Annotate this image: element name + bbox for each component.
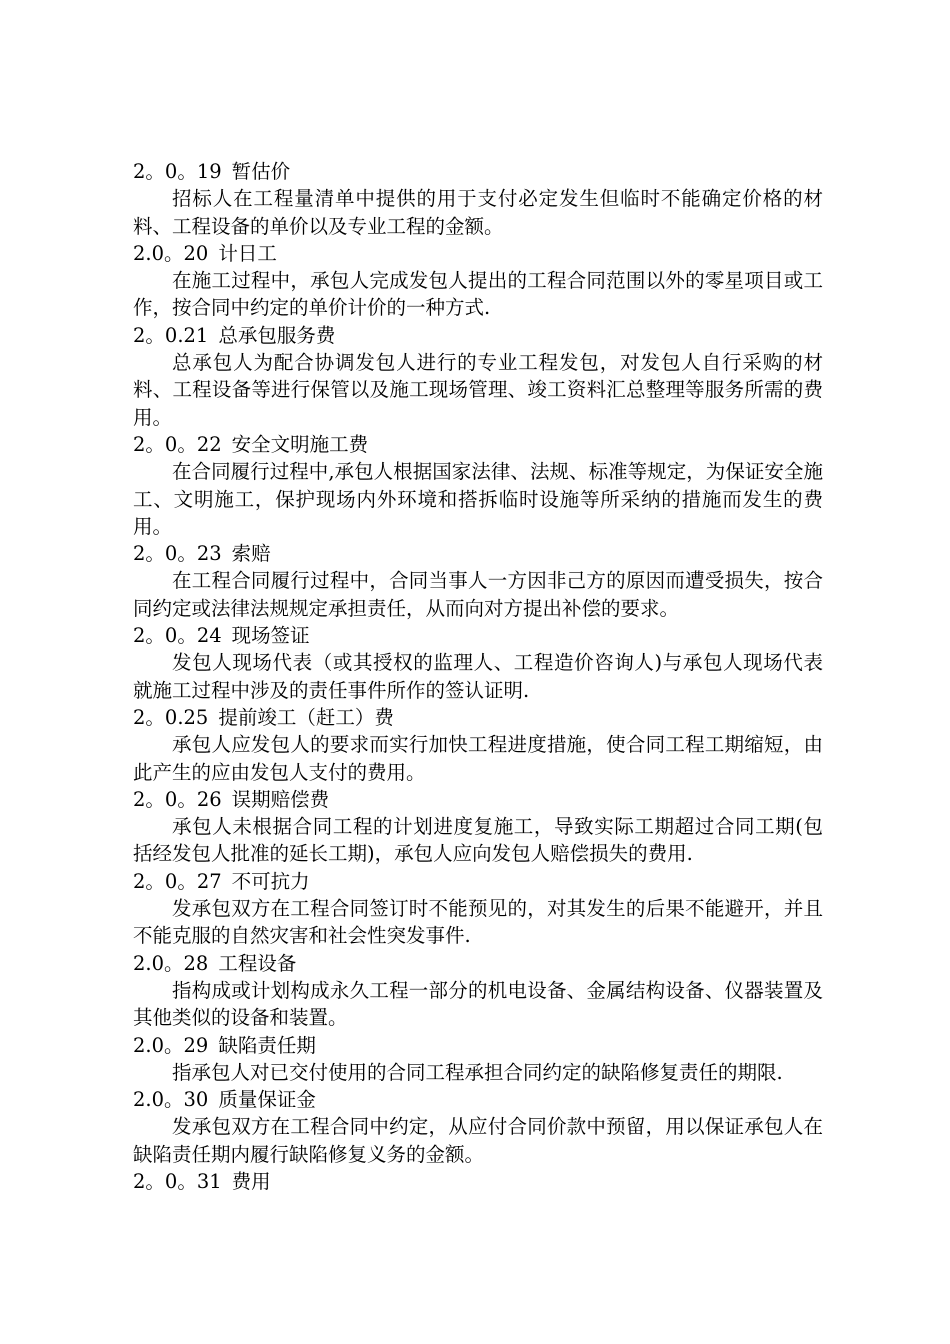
clause-number: 2.0。29	[133, 1033, 209, 1057]
clause-number: 2。0.21	[133, 323, 209, 347]
clause-term: 质量保证金	[218, 1088, 316, 1112]
clause-2-0-30	[133, 1086, 823, 1168]
clause-heading	[133, 1168, 823, 1195]
clause-term: 暂估价	[231, 160, 291, 183]
clause-heading	[133, 1032, 823, 1059]
clause-heading	[133, 950, 823, 977]
clause-definition: 发包人现场代表（或其授权的监理人、工程造价咨询人)与承包人现场代表就施工过程中涉及的责任事件所作的签认证明.	[133, 651, 823, 702]
clause-number: 2.0。28	[133, 951, 209, 975]
clause-heading	[133, 540, 823, 567]
clause-definition: 承包人未根据合同工程的计划进度复施工，导致实际工期超过合同工期(包括经发包人批准的延长工期)，承包人应向发包人赔偿损失的费用.	[133, 815, 823, 866]
clause-heading	[133, 1086, 823, 1113]
clause-2-0-21	[133, 322, 823, 431]
clause-2-0-31	[133, 1168, 823, 1195]
clause-2-0-28	[133, 950, 823, 1032]
clause-definition: 指构成或计划构成永久工程一部分的机电设备、金属结构设备、仪器装置及其他类似的设备和装置。	[133, 978, 823, 1030]
clause-heading	[133, 704, 823, 731]
clause-definition: 在施工过程中，承包人完成发包人提出的工程合同范围以外的零星项目或工作，按合同中约定的单价计价的一种方式.	[133, 269, 823, 320]
clause-2-0-20	[133, 240, 823, 322]
document-body	[133, 158, 823, 1195]
clause-term: 缺陷责任期	[218, 1033, 316, 1057]
clause-2-0-25	[133, 704, 823, 786]
clause-definition: 发承包双方在工程合同中约定，从应付合同价款中预留，用以保证承包人在缺陷责任期内履行缺陷修复义务的金额。	[133, 1115, 823, 1166]
clause-heading	[133, 431, 823, 458]
clause-2-0-27	[133, 868, 823, 950]
clause-2-0-22	[133, 431, 823, 540]
clause-definition: 招标人在工程量清单中提供的用于支付必定发生但临时不能确定价格的材料、工程设备的单价以及专业工程的金额。	[133, 187, 823, 238]
clause-number: 2。0。27	[133, 869, 222, 893]
clause-term: 提前竣工（赶工）费	[218, 705, 394, 729]
clause-term: 现场签证	[231, 624, 310, 648]
clause-number: 2.0。20	[133, 241, 209, 265]
clause-definition: 承包人应发包人的要求而实行加快工程进度措施，使合同工程工期缩短，由此产生的应由发包人支付的费用。	[133, 733, 823, 784]
clause-2-0-26	[133, 786, 823, 868]
clause-heading	[133, 868, 823, 895]
clause-term: 安全文明施工费	[231, 432, 369, 456]
clause-heading	[133, 240, 823, 267]
clause-heading	[133, 622, 823, 649]
clause-2-0-29	[133, 1032, 823, 1087]
clause-number: 2。0。23	[133, 542, 222, 566]
clause-number: 2。0。22	[133, 432, 222, 456]
clause-heading	[133, 158, 823, 185]
clause-number: 2。0。19	[133, 160, 222, 183]
clause-definition: 总承包人为配合协调发包人进行的专业工程发包，对发包人自行采购的材料、工程设备等进行保管以及施工现场管理、竣工资料汇总整理等服务所需的费用。	[133, 351, 823, 429]
clause-term: 索赔	[231, 542, 271, 566]
clause-term: 误期赔偿费	[231, 787, 330, 811]
clause-term: 费用	[231, 1169, 271, 1193]
clause-term: 工程设备	[218, 951, 297, 975]
clause-term: 总承包服务费	[218, 323, 336, 347]
clause-definition: 发承包双方在工程合同签订时不能预见的，对其发生的后果不能避开，并且不能克服的自然灾害和社会性突发事件.	[133, 897, 823, 948]
clause-definition: 在工程合同履行过程中，合同当事人一方因非己方的原因而遭受损失，按合同约定或法律法规规定承担责任，从而向对方提出补偿的要求。	[133, 569, 823, 620]
clause-heading	[133, 322, 823, 349]
clause-2-0-24	[133, 622, 823, 704]
clause-number: 2。0.25	[133, 705, 209, 729]
clause-definition: 指承包人对已交付使用的合同工程承担合同约定的缺陷修复责任的期限.	[172, 1060, 783, 1084]
clause-number: 2。0。24	[133, 624, 222, 648]
clause-number: 2.0。30	[133, 1088, 209, 1112]
clause-term: 计日工	[218, 241, 277, 265]
clause-term: 不可抗力	[231, 869, 310, 893]
clause-2-0-23	[133, 540, 823, 622]
clause-heading	[133, 786, 823, 813]
clause-2-0-19	[133, 158, 823, 240]
clause-number: 2。0。26	[133, 787, 222, 811]
clause-definition: 在合同履行过程中,承包人根据国家法律、法规、标准等规定，为保证安全施工、文明施工，保护现场内外环境和搭拆临时设施等所采纳的措施而发生的费用。	[133, 460, 823, 538]
clause-number: 2。0。31	[133, 1169, 222, 1193]
